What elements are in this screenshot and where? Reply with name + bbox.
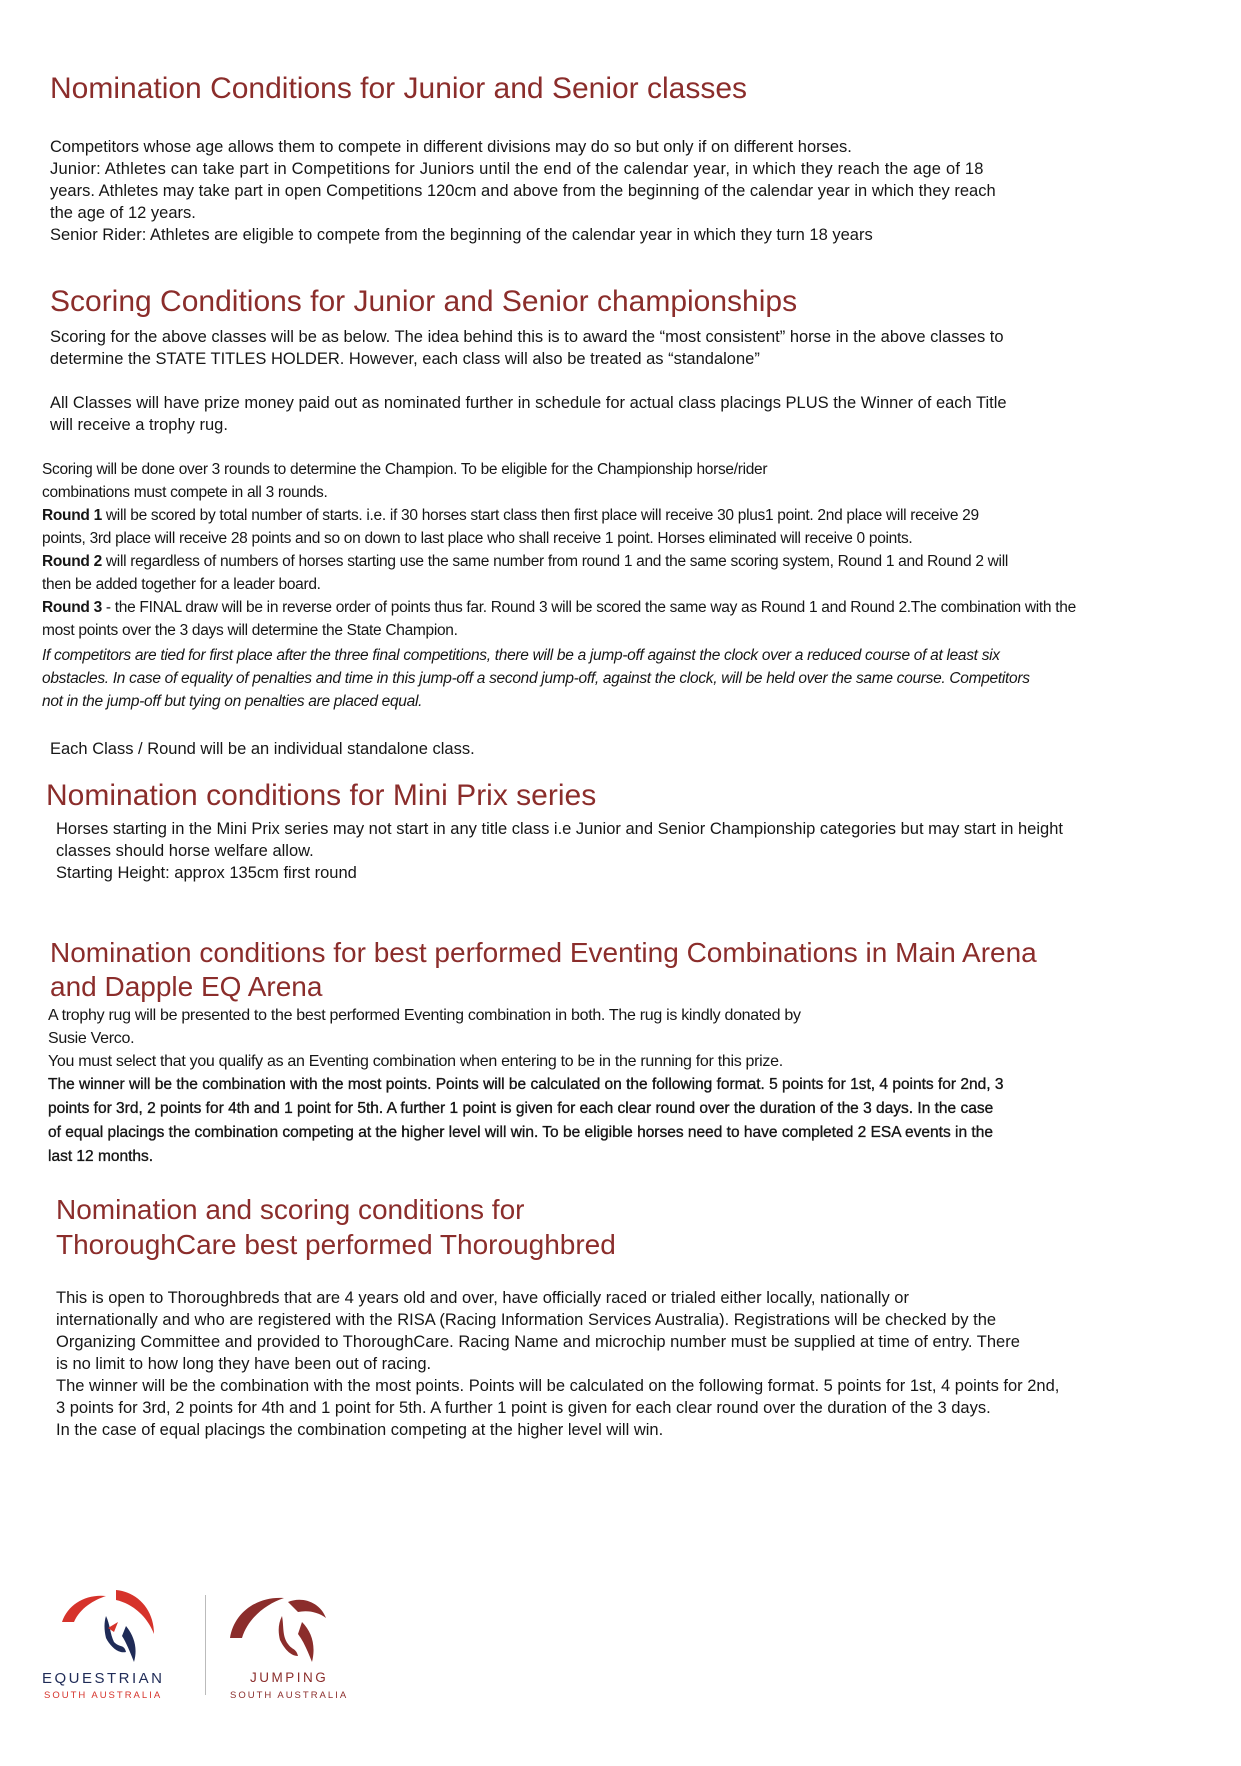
- text-line: Scoring for the above classes will be as below. The idea behind this is to award the “most consistent” horse in the above classes to: [50, 328, 1004, 346]
- text-line: determine the STATE TITLES HOLDER. However, each class will also be treated as “standalone”: [50, 350, 760, 368]
- round1-line: [42, 504, 1076, 527]
- jsa-line1: JUMPING: [250, 1670, 329, 1685]
- text-line: Scoring will be done over 3 rounds to determine the Champion. To be eligible for the Championship horse/rider: [42, 461, 768, 478]
- jsa-line2: SOUTH AUSTRALIA: [230, 1690, 349, 1701]
- text-line: will receive a trophy rug.: [50, 416, 228, 434]
- logo-divider: [205, 1595, 206, 1695]
- round1-label: Round 1: [42, 507, 102, 524]
- section4-title: [50, 936, 1037, 1004]
- text-line: Organizing Committee and provided to ThoroughCare. Racing Name and microchip number must be supplied at time of entry. There: [56, 1333, 1020, 1351]
- text-line: the age of 12 years.: [50, 204, 196, 222]
- esa-line1: EQUESTRIAN: [42, 1670, 165, 1687]
- round2-text: will regardless of numbers of horses starting use the same number from round 1 and the same scoring system, Round 1 and Round 2 will: [101, 553, 1008, 570]
- text-line: internationally and who are registered with the RISA (Racing Information Services Australia). Registrations will be checked by the: [56, 1311, 997, 1329]
- text-line: then be added together for a leader board.: [42, 576, 321, 593]
- text-line: classes should horse welfare allow.: [56, 842, 314, 860]
- round3-label: Round 3: [42, 599, 102, 616]
- round2-line: [42, 550, 1076, 573]
- round2-label: Round 2: [42, 553, 102, 570]
- esa-line2: SOUTH AUSTRALIA: [44, 1690, 163, 1701]
- section1-body: [50, 136, 996, 246]
- text-line: last 12 months.: [48, 1148, 154, 1165]
- section2-tiebreak: [42, 644, 1030, 713]
- title-line: Nomination and scoring conditions for: [56, 1194, 525, 1225]
- text-line: points, 3rd place will receive 28 points and so on down to last place who shall receive 1 point. Horses eliminated will receive 0 points.: [42, 530, 913, 547]
- section1-title: Nomination Conditions for Junior and Senior classes: [50, 72, 748, 105]
- text-line: Starting Height: approx 135cm first round: [56, 864, 357, 882]
- text-line: obstacles. In case of equality of penalties and time in this jump-off a second jump-off, against the clock, will be held over the same course. Competitors: [42, 670, 1030, 687]
- text-line: Junior: Athletes can take part in Competitions for Juniors until the end of the calendar year, in which they reach the age of 18: [50, 160, 984, 178]
- jumping-horse-icon: [222, 1582, 352, 1672]
- text-line: Senior Rider: Athletes are eligible to compete from the beginning of the calendar year in which they turn 18 years: [50, 226, 873, 244]
- round3-text: - the FINAL draw will be in reverse order of points thus far. Round 3 will be scored the same way as Round 1 and Round 2.The combination with the: [101, 599, 1076, 616]
- text-line: You must select that you qualify as an Eventing combination when entering to be in the running for this prize.: [48, 1053, 783, 1070]
- text-line: not in the jump-off but tying on penalties are placed equal.: [42, 693, 423, 710]
- text-line: All Classes will have prize money paid out as nominated further in schedule for actual class placings PLUS the Winner of each Title: [50, 394, 1007, 412]
- equestrian-sa-logo: [42, 1582, 192, 1702]
- section5-title: [56, 1192, 616, 1262]
- section2-intro: [50, 326, 1004, 370]
- text-line: 3 points for 3rd, 2 points for 4th and 1 point for 5th. A further 1 point is given for each clear round over the duration of the 3 days.: [56, 1399, 991, 1417]
- text-line: Competitors whose age allows them to compete in different divisions may do so but only if on different horses.: [50, 138, 852, 156]
- equestrian-horse-icon: [54, 1582, 174, 1672]
- text-line: A trophy rug will be presented to the best performed Eventing combination in both. The rug is kindly donated by: [48, 1007, 801, 1024]
- title-line: ThoroughCare best performed Thoroughbred: [56, 1229, 616, 1260]
- section3-body: [56, 818, 1063, 884]
- section4-scoring: [48, 1073, 1003, 1169]
- text-line: points for 3rd, 2 points for 4th and 1 point for 5th. A further 1 point is given for each clear round over the duration of the 3 days. In the case: [48, 1100, 994, 1117]
- text-line: Susie Verco.: [48, 1030, 135, 1047]
- jumping-sa-logo: [222, 1582, 372, 1702]
- text-line: If competitors are tied for first place after the three final competitions, there will be a jump-off against the clock over a reduced course of at least six: [42, 647, 1000, 664]
- text-line: is no limit to how long they have been out of racing.: [56, 1355, 432, 1373]
- text-line: In the case of equal placings the combination competing at the higher level will win.: [56, 1421, 664, 1439]
- section3-title: Nomination conditions for Mini Prix series: [46, 779, 597, 812]
- text-line: Horses starting in the Mini Prix series may not start in any title class i.e Junior and Senior Championship categories but may start in height: [56, 820, 1063, 838]
- section2-title: Scoring Conditions for Junior and Senior championships: [50, 285, 798, 318]
- section4-body: [48, 1004, 801, 1073]
- section2-standalone: Each Class / Round will be an individual standalone class.: [50, 740, 475, 758]
- text-line: combinations must compete in all 3 rounds.: [42, 484, 328, 501]
- title-line: and Dapple EQ Arena: [50, 971, 323, 1002]
- text-line: This is open to Thoroughbreds that are 4 years old and over, have officially raced or trialed either locally, nationally or: [56, 1289, 909, 1307]
- section2-prize: [50, 392, 1007, 436]
- section5-body: [56, 1287, 1059, 1441]
- text-line: The winner will be the combination with the most points. Points will be calculated on the following format. 5 points for 1st, 4 points for 2nd, 3: [48, 1076, 1004, 1093]
- section2-rounds: [42, 458, 1076, 642]
- text-line: The winner will be the combination with the most points. Points will be calculated on the following format. 5 points for 1st, 4 points for 2nd,: [56, 1377, 1060, 1395]
- round1-text: will be scored by total number of starts. i.e. if 30 horses start class then first place will receive 30 plus1 point. 2nd place will receive 29: [101, 507, 979, 524]
- text-line: most points over the 3 days will determine the State Champion.: [42, 622, 458, 639]
- title-line: Nomination conditions for best performed Eventing Combinations in Main Arena: [50, 937, 1037, 968]
- text-line: of equal placings the combination competing at the higher level will win. To be eligible horses need to have completed 2 ESA events in the: [48, 1124, 993, 1141]
- round3-line: [42, 596, 1076, 619]
- text-line: years. Athletes may take part in open Competitions 120cm and above from the beginning of the calendar year in which they reach: [50, 182, 996, 200]
